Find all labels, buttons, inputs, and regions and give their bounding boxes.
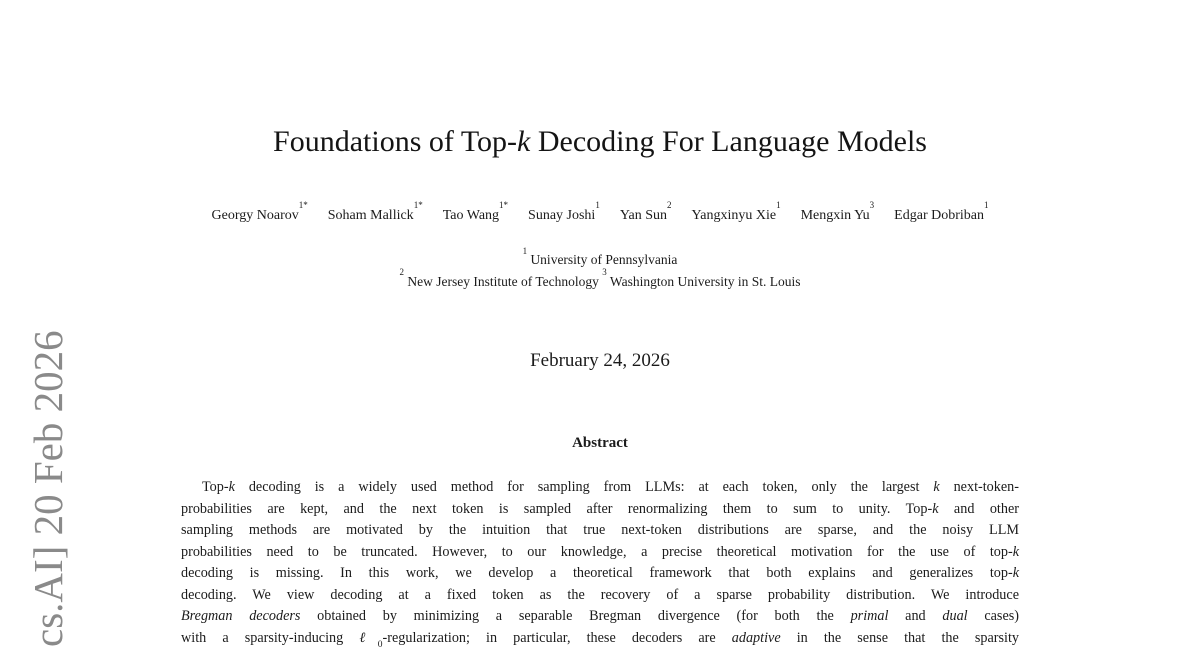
author-affiliation-sup: 1* [413, 200, 423, 211]
affiliation-line: $^2$ New Jersey Institute of Technology $^3$ Washington University in St. Louis [399, 267, 801, 289]
affiliation-line: $^1$ University of Pennsylvania [522, 245, 678, 267]
author-affiliation-sup: 2 [667, 200, 672, 211]
arxiv-watermark: cs.AI] 20 Feb 2026 [25, 330, 71, 647]
author: Yan Sun$^2$ [619, 200, 672, 223]
abstract-line: Top-k decoding is a widely used method for sampling from LLMs: at each token, only the largest k next-token- [202, 479, 1019, 495]
title-text-pre: Foundations of Top- [273, 125, 518, 158]
title-math-k: k [517, 125, 531, 158]
abstract-heading: Abstract [572, 435, 628, 451]
affiliation-sup: 3 [602, 267, 607, 277]
author: Mengxin Yu$^3$ [800, 200, 875, 223]
author-affiliation-sup: 1* [499, 200, 509, 211]
abstract-line: sampling methods are motivated by the intuition that true next-token distributions are sparse, and the noisy LLM [181, 522, 1019, 538]
author-affiliation-sup: 1 [983, 200, 989, 211]
affiliation-list [0, 245, 1200, 292]
abstract-line: probabilities need to be truncated. However, to our knowledge, a precise theoretical motivation for the use of top-k [181, 543, 1019, 560]
abstract-line: decoding is missing. In this work, we develop a theoretical framework that both explains and generalizes top-k [181, 565, 1019, 581]
abstract-line: with a sparsity-inducing ℓ$_0$-regularization; in particular, these decoders are adaptive in the sense that the sparsity [181, 629, 1020, 650]
author: Tao Wang$^{1*}$ [442, 200, 509, 223]
title-text-post: Decoding For Language Models [530, 125, 927, 158]
author-affiliation-sup: 1 [776, 200, 781, 211]
author: Sunay Joshi$^1$ [528, 200, 600, 223]
author: Edgar Dobriban$^1$ [894, 200, 989, 223]
author-list [0, 200, 1200, 226]
author: Yangxinyu Xie$^1$ [691, 200, 781, 223]
affiliation-sup: 1 [522, 245, 528, 256]
abstract-line: probabilities are kept, and the next token is sampled after renormalizing them to sum to unity. Top-k and other [181, 500, 1019, 517]
author-affiliation-sup: 3 [869, 200, 875, 211]
author-affiliation-sup: 1 [595, 200, 600, 211]
author: Soham Mallick$^{1*}$ [327, 200, 423, 223]
paper-title [0, 124, 1200, 160]
author-affiliation-sup: 1* [298, 200, 308, 211]
abstract-line: decoding. We view decoding at a fixed token as the recovery of a sparse probability distribution. We introduce [181, 586, 1019, 603]
paper-date: February 24, 2026 [530, 350, 670, 371]
author: Georgy Noarov$^{1*}$ [211, 200, 308, 223]
abstract-line: Bregman decoders obtained by minimizing a separable Bregman divergence (for both the primal and dual cases) [181, 608, 1019, 624]
affiliation-sup: 2 [399, 267, 405, 277]
abstract-body [181, 477, 1019, 649]
